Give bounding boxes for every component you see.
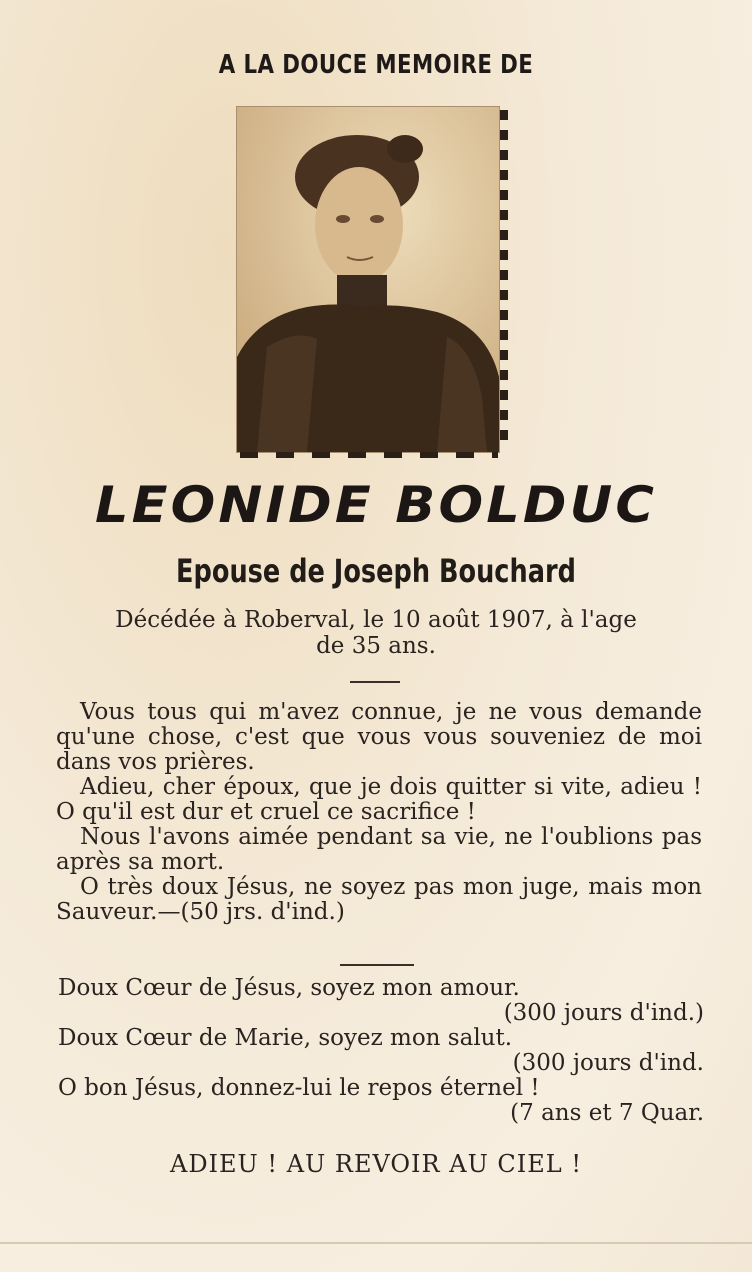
verse-paragraph: Adieu, cher époux, que je dois quitter si vite, adieu ! O qu'il est dur et cruel ce sacrifice ! [56, 774, 702, 825]
death-notice [60, 607, 692, 659]
portrait-photo [236, 106, 500, 453]
deceased-name: LEONIDE BOLDUC [94, 476, 658, 534]
perforation-edge [500, 110, 508, 450]
prayer-indulgence: (7 ans et 7 Quar. [510, 1100, 704, 1126]
prayers-list [58, 976, 704, 1126]
farewell-line: ADIEU ! AU REVOIR AU CIEL ! [169, 1150, 582, 1178]
verse-paragraph: Nous l'avons aimée pendant sa vie, ne l'oublions pas après sa mort. [56, 824, 702, 875]
death-notice-line-1: Décédée à Roberval, le 10 août 1907, à l'age [115, 607, 637, 633]
divider-rule [350, 681, 400, 683]
prayer-text: Doux Cœur de Marie, soyez mon salut. [58, 1025, 513, 1051]
prayer-indulgence: (300 jours d'ind.) [503, 1000, 704, 1026]
portrait-illustration [237, 107, 499, 452]
prayer-text: O bon Jésus, donnez-lui le repos éternel ! [58, 1075, 540, 1101]
card-header: A LA DOUCE MEMOIRE DE [218, 50, 534, 80]
verse-paragraph: Vous tous qui m'avez connue, je ne vous demande qu'une chose, c'est que vous vous souveniez de moi dans vos prières. [56, 699, 702, 775]
prayer-indulgence: (300 jours d'ind. [512, 1050, 704, 1076]
divider-rule [340, 964, 414, 966]
prayer-text: Doux Cœur de Jésus, soyez mon amour. [58, 975, 520, 1001]
verse-paragraph: O très doux Jésus, ne soyez pas mon juge, mais mon Sauveur.—(50 jrs. d'ind.) [56, 874, 702, 925]
perforation-bottom [240, 452, 498, 458]
death-notice-line-2: de 35 ans. [316, 633, 436, 659]
memorial-verses [56, 700, 702, 925]
portrait-frame [232, 102, 504, 452]
card-bottom-edge [0, 1242, 752, 1244]
spouse-line: Epouse de Joseph Bouchard [176, 552, 576, 590]
